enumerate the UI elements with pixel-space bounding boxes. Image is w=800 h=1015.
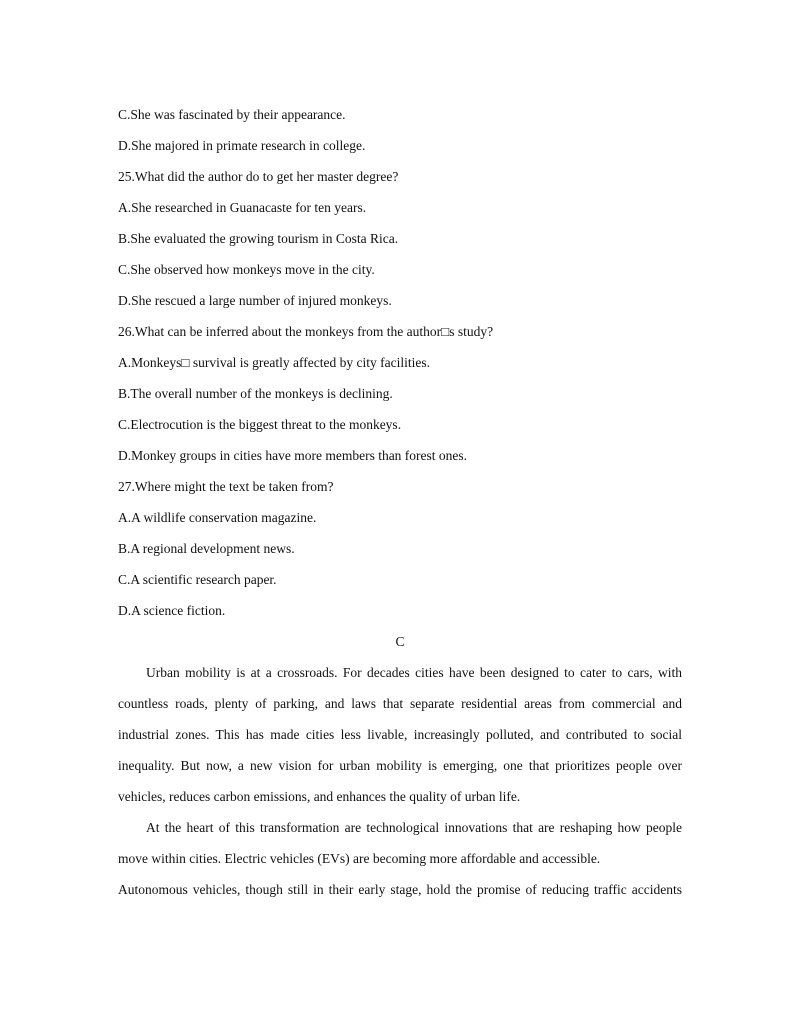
section-heading-c: C (395, 634, 405, 649)
q26-option-a: A.Monkeys□ survival is greatly affected by city facilities. (118, 355, 430, 370)
q27-option-a: A.A wildlife conservation magazine. (118, 510, 317, 525)
q27-option-b: B.A regional development news. (118, 541, 295, 556)
paragraph-1-line: countless roads, plenty of parking, and laws that separate residential areas from commercial and (118, 696, 682, 711)
paragraph-1-line: industrial zones. This has made cities less livable, increasingly polluted, and contributed to social (118, 727, 682, 742)
q26-stem: 26.What can be inferred about the monkeys from the author□s study? (118, 324, 494, 339)
q24-option-d: D.She majored in primate research in college. (118, 138, 366, 153)
q26-option-b: B.The overall number of the monkeys is declining. (118, 386, 393, 401)
q25-option-a: A.She researched in Guanacaste for ten years. (118, 200, 367, 215)
q26-option-d: D.Monkey groups in cities have more members than forest ones. (118, 448, 468, 463)
paragraph-1-line: inequality. But now, a new vision for urban mobility is emerging, one that prioritizes people over (118, 758, 682, 773)
q25-option-b: B.She evaluated the growing tourism in Costa Rica. (118, 231, 399, 246)
q25-option-d: D.She rescued a large number of injured monkeys. (118, 293, 392, 308)
q27-option-c: C.A scientific research paper. (118, 572, 277, 587)
paragraph-2-line: move within cities. Electric vehicles (EVs) are becoming more affordable and accessible. (118, 851, 601, 866)
q27-stem: 27.Where might the text be taken from? (118, 479, 334, 494)
q25-option-c: C.She observed how monkeys move in the city. (118, 262, 375, 277)
paragraph-1-line: vehicles, reduces carbon emissions, and enhances the quality of urban life. (118, 789, 521, 804)
q27-option-d: D.A science fiction. (118, 603, 226, 618)
paragraph-2-line: At the heart of this transformation are technological innovations that are reshaping how people (146, 820, 682, 835)
q26-option-c: C.Electrocution is the biggest threat to the monkeys. (118, 417, 402, 432)
q25-stem: 25.What did the author do to get her master degree? (118, 169, 399, 184)
q24-option-c: C.She was fascinated by their appearance. (118, 107, 346, 122)
paragraph-1-line: Urban mobility is at a crossroads. For decades cities have been designed to cater to cars, with (146, 665, 682, 680)
paragraph-2-line: Autonomous vehicles, though still in their early stage, hold the promise of reducing traffic accidents (118, 882, 682, 897)
